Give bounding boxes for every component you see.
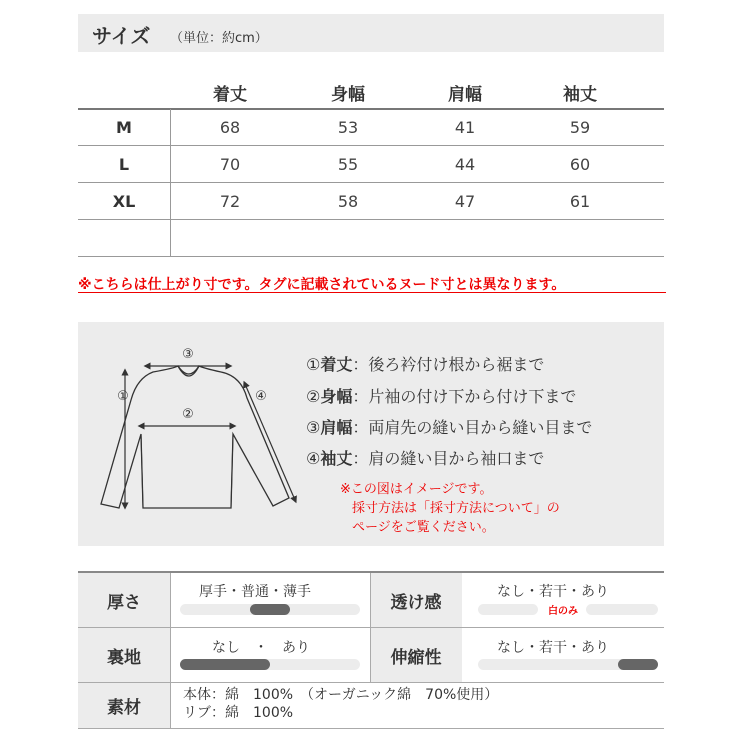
row-rule [78, 219, 664, 220]
transparency-track-right [586, 604, 658, 615]
spec-col-rule [370, 573, 371, 682]
table-cell: 61 [569, 192, 591, 211]
lining-options: なし ・ あり [212, 640, 310, 656]
guide-item-length: ①着丈：後ろ衿付け根から裾まで [306, 355, 545, 374]
stretch-options: なし・若干・あり [497, 640, 609, 656]
table-cell: 72 [219, 192, 241, 211]
guide-note-line3: ページをご覧ください。 [352, 520, 495, 535]
row-label-m: M [116, 118, 132, 137]
shirt-diagram [95, 338, 310, 523]
thickness-options: 厚手・普通・薄手 [199, 584, 311, 600]
row-rule [78, 145, 664, 146]
table-cell: 53 [337, 118, 359, 137]
stretch-level-knob [618, 659, 658, 670]
table-cell: 44 [454, 155, 476, 174]
material-line1: 本体：綿 100% （オーガニック綿 70%使用） [183, 687, 499, 703]
col-head-shoulder: 肩幅 [448, 85, 482, 105]
table-cell: 41 [454, 118, 476, 137]
transparency-options: なし・若干・あり [497, 584, 609, 600]
spec-label-thickness: 厚さ [78, 573, 170, 627]
spec-label-transparency: 透け感 [370, 573, 462, 627]
guide-note-line2: 採寸方法は「採寸方法について」の [352, 501, 560, 516]
guide-item-sleeve: ④袖丈：肩の縫い目から袖口まで [306, 449, 545, 468]
thickness-level-knob [250, 604, 290, 615]
table-cell: 55 [337, 155, 359, 174]
table-cell: 60 [569, 155, 591, 174]
size-title: サイズ [92, 24, 151, 48]
guide-item-shoulder: ③肩幅：両肩先の縫い目から縫い目まで [306, 418, 593, 437]
table-cell: 59 [569, 118, 591, 137]
finish-size-note: ※こちらは仕上がり寸です。タグに記載されているヌード寸とは異なります。 [78, 277, 566, 293]
row-rule [78, 182, 664, 183]
shirt-outline [101, 366, 289, 508]
size-header-band [78, 14, 664, 52]
marker-1: ① [117, 389, 129, 404]
col-head-width: 身幅 [331, 85, 365, 105]
transparency-track-left [478, 604, 538, 615]
row-label-l: L [118, 155, 130, 174]
lining-level-knob [180, 659, 270, 670]
spec-label-lining: 裏地 [78, 628, 170, 682]
spec-label-material: 素材 [78, 683, 170, 728]
col-head-length: 着丈 [213, 85, 247, 105]
table-cell: 58 [337, 192, 359, 211]
spec-bottom-rule [78, 728, 664, 729]
table-cell: 70 [219, 155, 241, 174]
marker-2: ② [182, 407, 194, 422]
transparency-note: 白のみ [548, 606, 578, 617]
col-head-sleeve: 袖丈 [563, 85, 597, 105]
guide-item-width: ②身幅：片袖の付け下から付け下まで [306, 387, 577, 406]
table-divider [170, 109, 171, 257]
size-unit: （単位：約cm） [170, 31, 268, 46]
row-label-xl: XL [112, 192, 136, 211]
table-cell: 68 [219, 118, 241, 137]
spec-col-rule [170, 573, 171, 728]
guide-note-line1: ※この図はイメージです。 [340, 482, 493, 497]
note-underline [78, 292, 666, 293]
marker-4: ④ [255, 389, 267, 404]
spec-label-stretch: 伸縮性 [370, 628, 462, 682]
marker-3: ③ [182, 347, 194, 362]
row-rule [78, 256, 664, 257]
table-top-rule [78, 108, 664, 110]
material-line2: リブ：綿 100% [183, 705, 294, 721]
table-cell: 47 [454, 192, 476, 211]
